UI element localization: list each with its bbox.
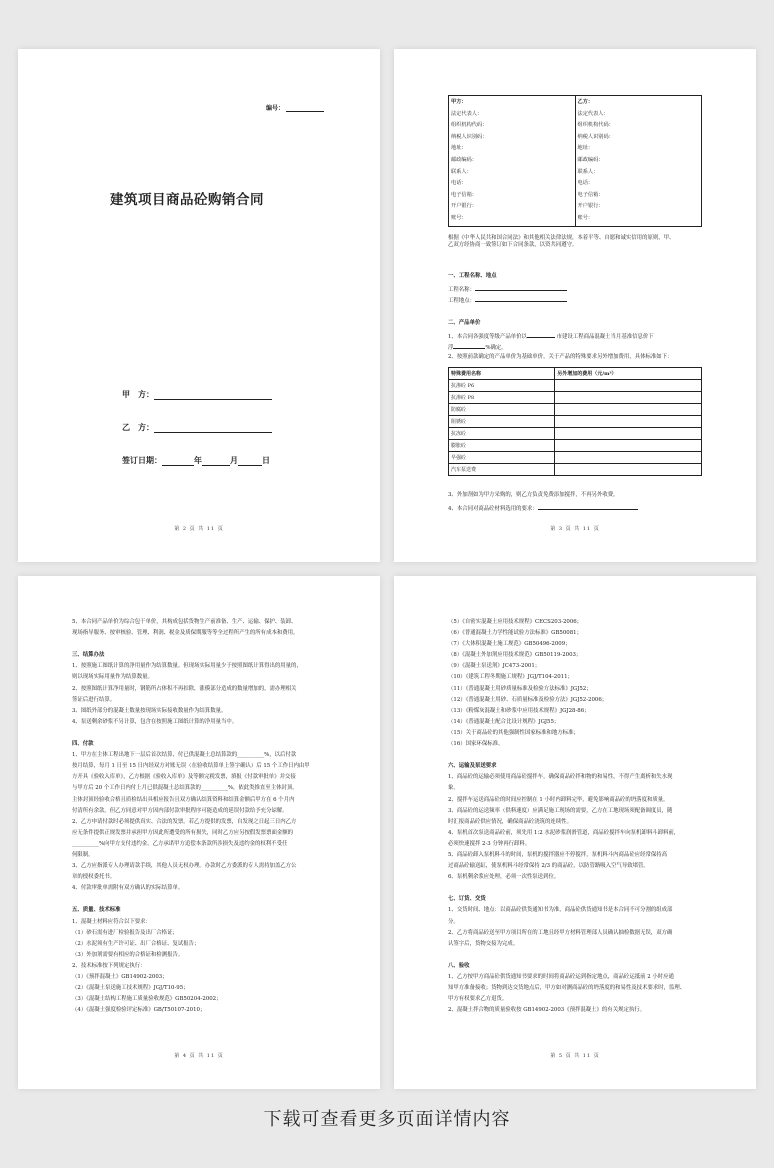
contract-number	[266, 103, 324, 112]
page-body	[72, 619, 342, 1018]
body-line: 1、甲方在主体工程出地下一层后首次结算，付已供混凝土总结算款的__________%，以后付款	[72, 752, 297, 759]
body-line: 时汇报商品砼供应情况，确保商品砼浇筑的连续性。	[448, 818, 572, 825]
body-line: （14）《普通混凝土配合比设计规程》JGJ55；	[448, 718, 560, 725]
clause-4	[448, 504, 638, 513]
body-line: 2、乙方将商品砼送至甲方项目所在的工地且经甲方材料管理部人员确认抽检数据无误，双方确	[448, 929, 673, 936]
body-line: 4、付款审批单需附有双方确认的实际结算单。	[72, 885, 184, 892]
party-info-table	[448, 95, 702, 227]
section-heading: 六、运输及泵送要求	[448, 763, 497, 770]
page-footer: 第 3 页 共 11 页	[550, 526, 600, 532]
day-blank	[238, 457, 262, 466]
day-label: 日	[262, 456, 270, 465]
page-body	[448, 619, 718, 1018]
party-b-cell	[575, 96, 702, 227]
fee-name-cell: 早强砼	[449, 452, 555, 464]
party-a-cell	[449, 96, 576, 227]
body-line: （13）《粉煤灰混凝土和砂浆中应用技术规程》JGJ28-86；	[448, 707, 590, 714]
fee-name-cell: 膨胀砼	[449, 440, 555, 452]
special-fee-table	[448, 367, 702, 476]
party-field: 地址：	[451, 145, 467, 152]
party-field: 电话：	[451, 180, 467, 187]
intro-line: 根据《中华人民共和国合同法》和其他相关法律法规，本着平等、自愿和诚实信用的原则，甲、	[448, 235, 675, 241]
fee-amount-cell	[555, 440, 702, 452]
intro-line: 乙双方经协商一致签订如下合同条款，以资共同遵守。	[448, 242, 578, 249]
body-line: 1、商品砼的运输必须使用商品砼搅拌车，确保商品砼拌和物的和易性，不得产生离析和失水现	[448, 774, 673, 781]
contract-page-settlement	[18, 576, 380, 1089]
fee-amount-cell	[555, 452, 702, 464]
body-line: 甲方有权要求乙方退货。	[448, 996, 508, 1003]
body-line: 2、按照图纸计算净用量时，钢筋所占体积不再扣除，涨模部分造成的数量增加的，需办理相关	[72, 685, 297, 692]
intro-paragraph	[448, 235, 710, 249]
project-site-field	[448, 296, 567, 305]
party-field: 账号：	[451, 214, 467, 221]
price-blank	[453, 343, 485, 349]
price-blank	[527, 332, 555, 338]
party-field: 联系人：	[451, 168, 472, 175]
table-row	[449, 404, 702, 416]
table-row	[449, 440, 702, 452]
body-line: 现场指导服务、按审核验、管理、利润、税金及质保期服等等全过程所产生的所有成本和费用。	[72, 630, 299, 637]
contract-title: 建筑项目商品砼购销合同	[110, 192, 264, 208]
table-row	[449, 416, 702, 428]
party-field: 纳税人识别码：	[451, 133, 488, 140]
body-line: 2、混凝土拌合物的质量验收按 GB14902-2003《预拌混凝土》的有关规定执行。	[448, 1007, 646, 1014]
body-line: （12）《普通混凝土用砂、石质量标准及检验方法》JGJ52-2006；	[448, 696, 608, 703]
project-site-blank	[475, 296, 567, 302]
project-name-label: 工程名称：	[448, 287, 475, 293]
party-b-signature	[122, 422, 272, 433]
body-line: 1、按照施工图纸计算的净用量作为结算数量。但现场实际用量少于按照图纸计算得出的用量的，	[72, 663, 302, 670]
body-line	[448, 752, 718, 763]
body-line: （1）《预拌混凝土》GB14902-2003；	[72, 974, 168, 980]
party-field: 地址：	[577, 145, 594, 152]
fee-name-cell: 抗冻砼	[449, 428, 555, 440]
body-line: 分。	[448, 918, 459, 925]
table-row	[449, 464, 702, 476]
body-line: （9）《混凝土泵送剂》JC473-2001；	[448, 663, 541, 670]
month-label: 月	[230, 456, 238, 465]
body-line: （11）《普通混凝土用砂质量标准及检验方法标准》JGJ52；	[448, 685, 592, 692]
body-line	[448, 952, 718, 963]
body-line: __________%向甲方支付违约金。乙方承诺甲方追偿本条款所涉损失及违约金的权利不受任	[72, 840, 288, 847]
body-line: 应无条件提供正规发票并承担甲方因此所遭受的所有损失，同时乙方应另按假发票票面金额的	[72, 829, 294, 836]
party-a-blank	[154, 391, 272, 400]
body-line: 知甲方准备接收；货物到达交货地点后，甲方如对测商品砼的坍落度的和易性及技术要求时，监理、	[448, 985, 686, 992]
party-field: 电子信箱：	[451, 191, 477, 198]
fee-amount-cell	[555, 392, 702, 404]
table-header-cell: 特殊费用名称	[449, 368, 555, 380]
body-line: （1）砂石需有进厂检验报告及出厂合格证；	[72, 929, 178, 936]
section-heading: 四、付款	[72, 741, 94, 748]
body-line: 何限制。	[72, 851, 94, 858]
party-field: 联系人：	[577, 168, 599, 175]
party-field: 邮政编码：	[577, 156, 604, 163]
page-footer: 第 4 页 共 11 页	[174, 1053, 224, 1059]
project-name-blank	[475, 285, 567, 291]
table-header-cell: 另外增加的费用（元/m³）	[555, 368, 702, 380]
table-row	[449, 392, 702, 404]
body-line: 6、泵机剩余浆应处理，必须一次性泵送到位。	[448, 874, 560, 881]
body-line: （5）《自密实混凝土应用技术规程》CECS203-2006；	[448, 619, 583, 625]
party-field: 组织机构代码：	[577, 122, 614, 129]
body-line: 主体封顶经验收合格且质检结出具相应报告且双方确认结算资料和结算金额后甲方在 6 个月内	[72, 796, 295, 803]
body-line: 付清所有余款。但乙方同意对甲方因内部付款审批程序可能造成的延误付款给予充分谅解。	[72, 807, 288, 814]
party-field: 法定代表人：	[577, 110, 609, 117]
body-line: （4）《混凝土强度检验评定标准》GB/T50107-2010；	[72, 1007, 206, 1014]
body-line: 3、乙方应指派专人办理请款手续，其他人员无权办理。办款时乙方委派的专人需持加盖乙方公	[72, 863, 297, 870]
contract-number-blank	[286, 105, 324, 112]
party-a-label: 甲 方：	[122, 390, 154, 399]
section-heading: 七、订货、交货	[448, 896, 486, 903]
body-line: （2）《混凝土泵送施工技术规程》JGJ/T10-95；	[72, 985, 189, 992]
party-field: 开户银行：	[577, 203, 604, 210]
party-field: 纳税人识别码：	[577, 133, 614, 140]
body-line: 1、乙方按甲方商品砼供货通知书要求的时间将商品砼运到指定地点，商品砼运抵前 2 小时应通	[448, 974, 674, 980]
clause-4-blank	[538, 504, 638, 510]
body-line: 4、泵送剩余砂浆不另计算，包含在按照施工图纸计算的净用量当中。	[72, 718, 238, 725]
fee-amount-cell	[555, 380, 702, 392]
price-text: 1、本合同各强度等级产品单价以	[448, 334, 527, 340]
download-caption: 下载可查看更多页面详情内容	[263, 1109, 511, 1130]
section-heading: 一、工程名称、地点	[448, 273, 497, 279]
party-field: 电话：	[577, 180, 594, 187]
body-line: 1、交货时间、地点：以商品砼供货通知书为准，商品砼供货通知书是本合同不可分割的组成部	[448, 907, 673, 914]
page-footer: 第 5 页 共 11 页	[550, 1053, 600, 1059]
year-label: 年	[194, 456, 202, 465]
body-line: 5、本合同产品单价为综合包干单价，其构成包括货物生产前准备、生产、运输、保护、装卸、	[72, 619, 297, 625]
body-line: 方开具《验收入库单》，乙方根据《验收入库单》及等额完税发票，填报《付款审批单》并交接	[72, 774, 296, 781]
month-blank	[202, 457, 230, 466]
body-line: 则以现场实际用量作为结算数量。	[72, 674, 153, 681]
price-clause-2: 2、按照前款确定的产品单价为基础单价，关于产品的特殊要求另外增加费用，具体标准如下：	[448, 354, 673, 360]
party-field: 甲方：	[451, 99, 467, 105]
body-line: （3）《混凝土结构工程施工质量验收规范》GB50204-2002；	[72, 996, 222, 1003]
contract-cover-page	[18, 49, 380, 562]
body-line: （10）《建筑工程冬期施工规程》JGJ/T104-2011；	[448, 674, 573, 681]
sign-date-label: 签订日期：	[122, 456, 162, 465]
price-clause-1	[448, 332, 654, 341]
body-line: （6）《普通混凝土力学性能试验方法标准》GB50081；	[448, 630, 582, 637]
body-line: 2、乙方申请付款时必须提供真实、合法的发票。若乙方提供的发票，自发现之日起三日内乙方	[72, 818, 297, 825]
sign-date	[122, 455, 270, 466]
fee-amount-cell	[555, 428, 702, 440]
body-line: 按月结算，每月 1 日至 15 日内经双方对账无误（在验收结算单上签字确认）后 15 个工作日内由甲	[72, 763, 310, 770]
page-footer: 第 2 页 共 11 页	[174, 526, 224, 532]
body-line: 象。	[448, 785, 459, 792]
price-clause-1b	[448, 343, 507, 352]
body-line: 签证后进行结算。	[72, 696, 116, 703]
price-text: %确定。	[485, 345, 507, 351]
party-field: 账号：	[577, 214, 594, 221]
party-field: 开户银行：	[451, 203, 477, 210]
party-field: 乙方：	[577, 99, 594, 105]
body-line	[72, 896, 342, 907]
body-line: （16）国家环保标准。	[448, 741, 504, 748]
price-text: 浮	[448, 345, 454, 351]
body-line: 3、商品砼的运送频率（供料速度）应满足施工现场的需要，乙方在工地现场须配备调度员，随	[448, 807, 673, 814]
fee-amount-cell	[555, 416, 702, 428]
table-row	[449, 380, 702, 392]
party-field: 组织机构代码：	[451, 122, 488, 129]
party-field: 法定代表人：	[451, 110, 483, 117]
party-b-label: 乙 方：	[122, 423, 154, 432]
body-line: 认签字后，货物交接为完成。	[448, 940, 519, 947]
section-heading: 二、产品单价	[448, 320, 481, 326]
fee-amount-cell	[555, 464, 702, 476]
price-text: 市建设工程商品混凝土当月基准信息价下	[556, 334, 654, 340]
project-name-field	[448, 285, 567, 294]
project-site-label: 工程地点：	[448, 298, 475, 304]
body-line	[72, 730, 342, 741]
section-heading: 五、质量、技术标准	[72, 907, 121, 914]
party-field: 邮政编码：	[451, 156, 477, 163]
contract-number-label: 编号：	[265, 105, 284, 112]
party-b-blank	[154, 424, 272, 433]
table-row	[449, 428, 702, 440]
contract-page-transport	[394, 576, 756, 1089]
fee-name-cell: 抗渗砼 P8	[449, 392, 555, 404]
fee-name-cell: 阻锈砼	[449, 416, 555, 428]
body-line	[72, 641, 342, 652]
party-a-signature	[122, 389, 272, 400]
clause-4-text: 4、本合同对商品砼材料选用的要求：	[448, 506, 538, 512]
body-line: 2、技术标准按下列规定执行：	[72, 962, 146, 969]
fee-amount-cell	[555, 404, 702, 416]
party-field: 电子信箱：	[577, 191, 604, 198]
table-row	[449, 452, 702, 464]
contract-page-parties	[394, 49, 756, 562]
section-heading: 三、结算办法	[72, 652, 105, 659]
body-line: （8）《混凝土外加剂应用技术规范》GB50119-2003；	[448, 652, 582, 659]
body-line: 过商品砼输送缸，使泵机料斗经常保持 2/3 的商品砼，以防管路吸入空气导致堵管。	[448, 863, 649, 870]
body-line: （2）水泥须有生产许可证、出厂合格证、复试报告；	[72, 940, 200, 947]
fee-name-cell: 汽车泵送费	[449, 464, 555, 476]
fee-name-cell: 防腐砼	[449, 404, 555, 416]
section-heading: 八、验收	[448, 962, 470, 969]
body-line: （15）关于商品砼的其他强制性国家标准和地方标准；	[448, 729, 579, 736]
body-line: （7）《大体积混凝土施工规范》GB50496-2009；	[448, 641, 571, 648]
body-line: （3）外加剂需要有相应的合格证和检测报告。	[72, 951, 184, 958]
body-line: 1、混凝土材料应符合以下要求：	[72, 918, 151, 925]
clause-3: 3、外加剂如为甲方采购的，则乙方负责免费添加搅拌，不再另外收费。	[448, 492, 619, 498]
body-line	[448, 885, 718, 896]
body-line: 必须快速搅拌 2-3 分钟再行卸料。	[448, 840, 531, 847]
body-line: 2、搅拌车运送商品砼的时间应控制在 1 小时内卸料完毕，避免影响商品砼的坍落度和质量。	[448, 796, 669, 803]
body-line: 3、图纸外部分的混凝土数量按现场实际接收数量作为结算数量。	[72, 707, 227, 714]
body-line: 与甲方后 20 个工作日内付上月已供混凝土总结算款的__________%，依此类推直至主体封顶。	[72, 785, 298, 792]
body-line: 4、泵机首次泵送商品砼前，须先用 1:2 水泥砂浆润滑管道，商品砼搅拌车向泵机卸料斗卸料前，	[448, 829, 680, 836]
body-line: 章的授权委托书。	[72, 874, 116, 881]
year-blank	[162, 457, 194, 466]
body-line: 5、商品砼卸入泵机料斗的时间，泵机的搅拌器应不停搅拌，泵机料斗内商品砼应经常保持高	[448, 851, 668, 858]
fee-name-cell: 抗渗砼 P6	[449, 380, 555, 392]
